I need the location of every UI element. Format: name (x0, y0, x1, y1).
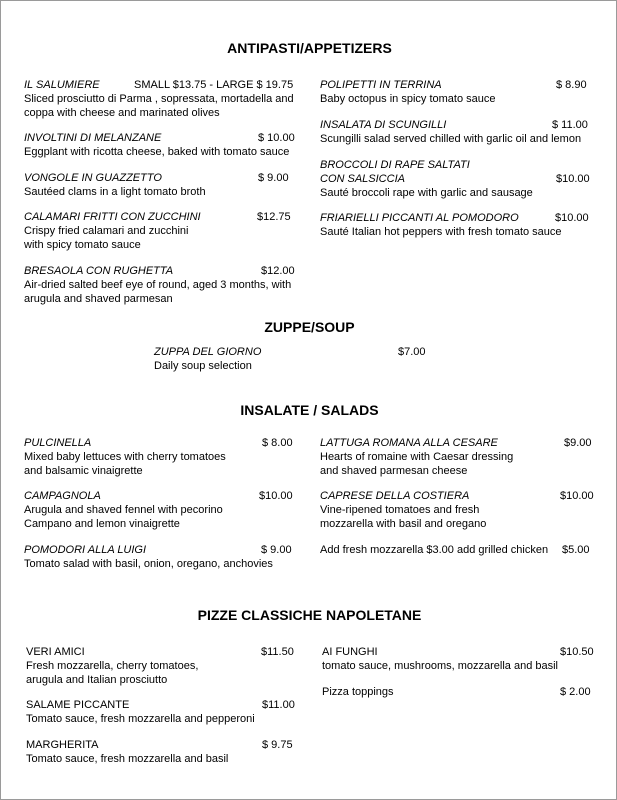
item-name: CAMPAGNOLA (24, 490, 101, 502)
item-name: CALAMARI FRITTI CON ZUCCHINI (24, 211, 201, 223)
item-price: $ 9.00 (258, 172, 289, 184)
menu-item (320, 78, 592, 106)
item-description: Vine-ripened tomatoes and fresh (320, 504, 480, 516)
item-description: and shaved parmesan cheese (320, 465, 468, 477)
item-price: $ 2.00 (560, 686, 591, 698)
menu-item (320, 489, 592, 531)
item-name: LATTUGA ROMANA ALLA CESARE (320, 437, 498, 449)
item-description: Baby octopus in spicy tomato sauce (320, 93, 496, 105)
menu-item (24, 264, 296, 306)
section-title-antipasti: ANTIPASTI/APPETIZERS (227, 40, 392, 56)
menu-item (322, 645, 594, 673)
item-description: Tomato sauce, fresh mozzarella and pepperoni (26, 713, 255, 725)
item-description: arugula and Italian prosciutto (26, 674, 168, 686)
item-description: coppa with cheese and marinated olives (24, 107, 220, 119)
menu-item (320, 118, 592, 146)
item-name: CAPRESE DELLA COSTIERA (320, 490, 470, 502)
menu-item (320, 436, 592, 478)
item-description: Sautéed clams in a light tomato broth (24, 186, 206, 198)
item-description: Sauté Italian hot peppers with fresh tomato sauce (320, 226, 562, 238)
menu-item (26, 645, 298, 687)
item-name: FRIARIELLI PICCANTI AL POMODORO (320, 212, 519, 224)
item-name: BRESAOLA CON RUGHETTA (24, 265, 174, 277)
item-price: $ 10.00 (258, 132, 295, 144)
item-price: $5.00 (562, 544, 590, 556)
item-description: Scungilli salad served chilled with garlic oil and lemon (320, 133, 582, 145)
menu-item (24, 131, 296, 159)
item-name: Pizza toppings (322, 686, 394, 698)
item-name: MARGHERITA (26, 739, 99, 751)
item-name: AI FUNGHI (322, 646, 378, 658)
item-description: Crispy fried calamari and zucchini (24, 225, 189, 237)
item-description: Hearts of romaine with Caesar dressing (320, 451, 514, 463)
item-name: Add fresh mozzarella $3.00 add grilled chicken (320, 544, 549, 556)
item-name: ZUPPA DEL GIORNO (154, 346, 262, 358)
item-description: Mixed baby lettuces with cherry tomatoes (24, 451, 226, 463)
menu-item (24, 171, 296, 199)
item-price: $12.00 (261, 265, 295, 277)
item-price: $ 8.90 (556, 79, 587, 91)
menu-item (24, 489, 296, 531)
section-title-pizze: PIZZE CLASSICHE NAPOLETANE (197, 607, 422, 623)
item-name: SALAME PICCANTE (26, 699, 130, 711)
item-price: $10.50 (560, 646, 594, 658)
menu-item (320, 158, 592, 200)
item-price: $10.00 (555, 212, 589, 224)
item-name: INVOLTINI DI MELANZANE (24, 132, 162, 144)
item-name: VERI AMICI (26, 646, 85, 658)
menu-item (24, 78, 296, 120)
item-price: $ 9.00 (261, 544, 292, 556)
item-name: POMODORI ALLA LUIGI (24, 544, 147, 556)
item-description: Campano and lemon vinaigrette (24, 518, 180, 530)
item-price: $11.50 (261, 646, 294, 658)
item-name: PULCINELLA (24, 437, 92, 449)
menu-item (154, 345, 444, 373)
item-description: Eggplant with ricotta cheese, baked with tomato sauce (24, 146, 290, 158)
item-price: $12.75 (257, 211, 291, 223)
section-title-insalate: INSALATE / SALADS (240, 402, 379, 418)
item-description: Tomato sauce, fresh mozzarella and basil (26, 753, 229, 765)
item-description: Arugula and shaved fennel with pecorino (24, 504, 223, 516)
item-description: Tomato salad with basil, onion, oregano, anchovies (24, 558, 273, 570)
item-description: tomato sauce, mushrooms, mozzarella and basil (322, 660, 558, 672)
menu-item (26, 698, 298, 726)
menu-item (24, 543, 296, 571)
item-description: Sliced prosciutto di Parma , sopressata, mortadella and (24, 93, 294, 105)
item-price: $ 8.00 (262, 437, 293, 449)
item-name: CON SALSICCIA (320, 173, 405, 185)
item-price: $ 9.75 (262, 739, 293, 751)
item-description: Daily soup selection (154, 360, 252, 372)
item-price: $ 11.00 (552, 119, 588, 131)
item-name: VONGOLE IN GUAZZETTO (24, 172, 162, 184)
item-price: $9.00 (564, 437, 592, 449)
item-description: mozzarella with basil and oregano (320, 518, 487, 530)
item-price: $10.00 (259, 490, 293, 502)
item-description: with spicy tomato sauce (24, 239, 141, 251)
menu-item (26, 738, 298, 766)
menu-item (24, 210, 296, 252)
item-name: BROCCOLI DI RAPE SALTATI (320, 159, 470, 171)
menu-item (322, 685, 594, 699)
item-description: Air-dried salted beef eye of round, aged 3 months, with (24, 279, 292, 291)
menu-item (320, 211, 592, 239)
item-price: $10.00 (556, 173, 590, 185)
item-description: Sauté broccoli rape with garlic and sausage (320, 187, 533, 199)
section-title-zuppe: ZUPPE/SOUP (264, 319, 355, 335)
item-name: POLIPETTI IN TERRINA (320, 79, 442, 91)
item-description: arugula and shaved parmesan (24, 293, 173, 305)
item-name: IL SALUMIERE (24, 79, 100, 91)
item-price: $11.00 (262, 699, 295, 711)
menu-item (320, 543, 592, 557)
item-description: Fresh mozzarella, cherry tomatoes, (26, 660, 199, 672)
menu-item (24, 436, 296, 478)
item-name: INSALATA DI SCUNGILLI (320, 119, 447, 131)
item-price: $10.00 (560, 490, 594, 502)
item-price: SMALL $13.75 - LARGE $ 19.75 (134, 79, 294, 91)
item-price: $7.00 (398, 346, 426, 358)
item-description: and balsamic vinaigrette (24, 465, 143, 477)
